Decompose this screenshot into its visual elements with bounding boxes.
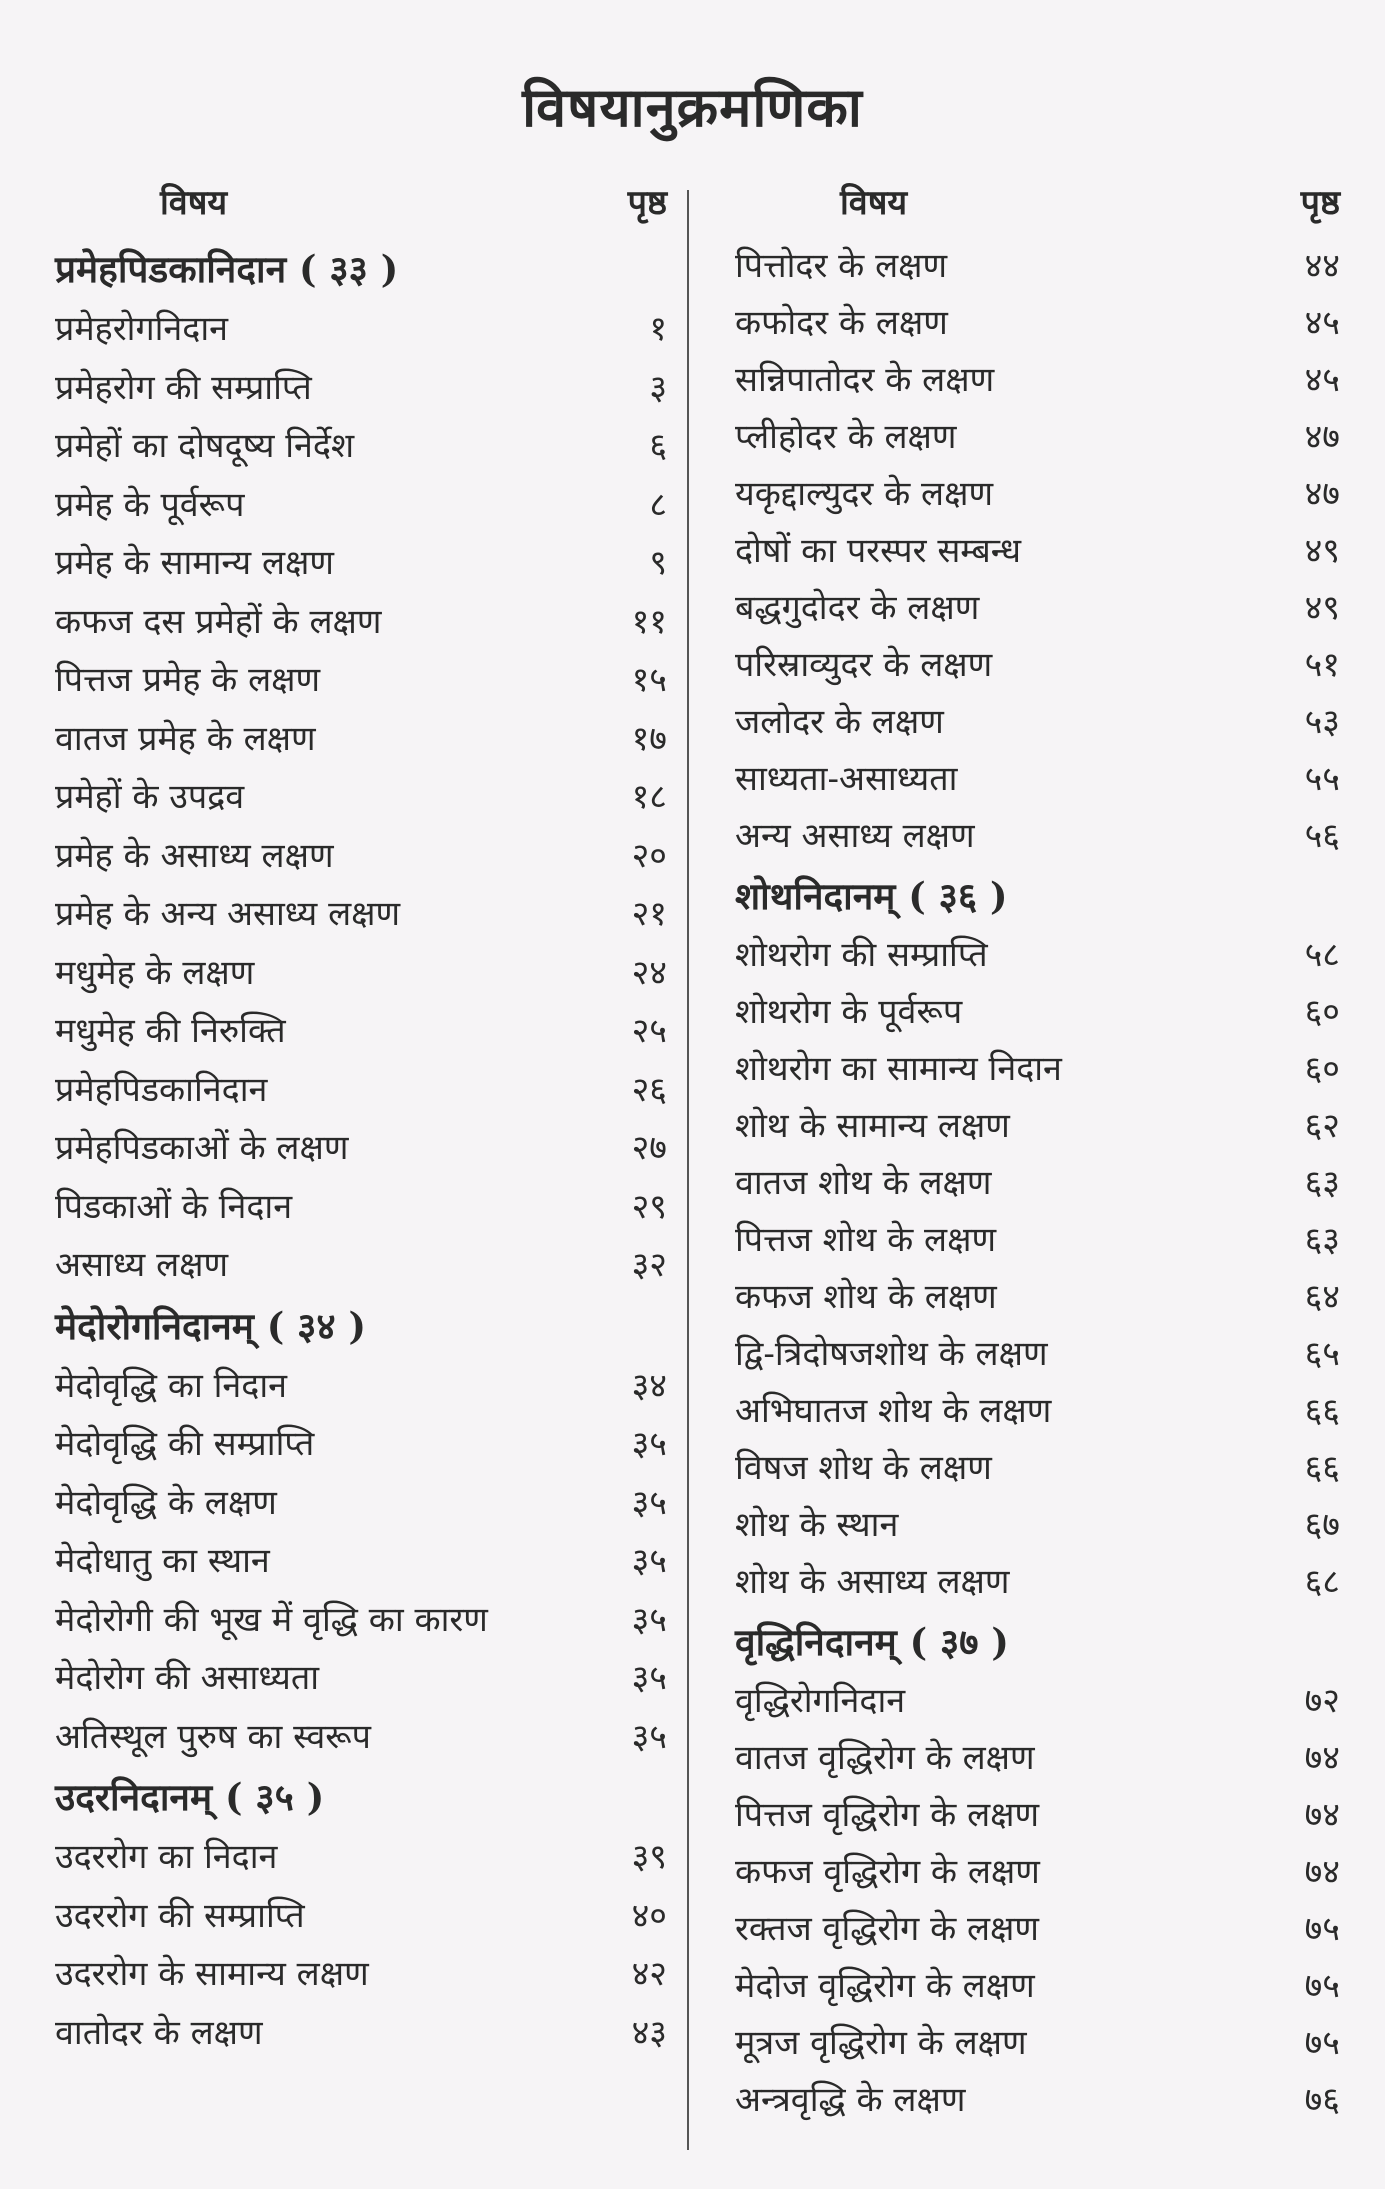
toc-entry xyxy=(55,651,667,710)
entry-page-number: ७५ xyxy=(1304,1966,1340,2006)
entry-title: शोथरोग की सम्प्राप्ति xyxy=(735,935,988,975)
toc-entry xyxy=(735,2015,1340,2072)
entry-page-number: ४३ xyxy=(631,2012,667,2053)
entry-page-number: ६२ xyxy=(1304,1106,1340,1146)
entry-title: वातज शोथ के लक्षण xyxy=(735,1163,992,1203)
entry-title: मेदोवृद्धि के लक्षण xyxy=(55,1482,277,1523)
entry-title: दोषों का परस्पर सम्बन्ध xyxy=(735,531,1022,571)
entry-title: जलोदर के लक्षण xyxy=(735,702,944,742)
entry-page-number: ११ xyxy=(631,601,667,642)
toc-entry xyxy=(55,1649,667,1708)
toc-entry xyxy=(735,1440,1340,1497)
toc-entry xyxy=(735,1497,1340,1554)
entry-title: मेदोवृद्धि की सम्प्राप्ति xyxy=(55,1424,315,1464)
toc-entry xyxy=(55,1474,667,1533)
entry-title: साध्यता-असाध्यता xyxy=(735,759,958,799)
entry-title: वृद्धिरोगनिदान xyxy=(735,1681,906,1721)
entry-title: अन्त्रवृद्धि के लक्षण xyxy=(735,2080,966,2120)
toc-entry xyxy=(735,1098,1340,1155)
toc-entry xyxy=(735,352,1340,409)
toc-entry xyxy=(55,827,667,886)
entry-page-number: ६ xyxy=(649,426,667,466)
toc-entry xyxy=(55,417,667,476)
entry-title: प्रमेह के असाध्य लक्षण xyxy=(55,835,334,876)
entry-page-number: १ xyxy=(649,309,667,349)
entry-title: उदररोग का निदान xyxy=(55,1837,278,1877)
entry-title: अभिघातज शोथ के लक्षण xyxy=(735,1391,1052,1431)
entry-page-number: ४९ xyxy=(1304,588,1340,628)
toc-entry xyxy=(55,768,667,827)
entry-page-number: ७४ xyxy=(1304,1852,1340,1892)
toc-entry xyxy=(55,1887,667,1946)
toc-entry xyxy=(55,1119,667,1178)
entry-title: मेदोज वृद्धिरोग के लक्षण xyxy=(735,1966,1035,2006)
entry-page-number: ३५ xyxy=(631,1541,667,1581)
entry-page-number: २० xyxy=(631,835,667,876)
entry-title: प्रमेहपिडकाओं के लक्षण xyxy=(55,1128,349,1168)
entry-title: मेदोधातु का स्थान xyxy=(55,1541,270,1581)
toc-entry xyxy=(735,1844,1340,1901)
toc-entry xyxy=(735,295,1340,352)
entry-title: अन्य असाध्य लक्षण xyxy=(735,816,975,856)
toc-entry xyxy=(735,1901,1340,1958)
entry-title: वातज प्रमेह के लक्षण xyxy=(55,718,316,759)
entry-page-number: २१ xyxy=(631,894,667,934)
entry-page-number: २६ xyxy=(631,1069,667,1110)
entry-title: उदररोग के सामान्य लक्षण xyxy=(55,1954,369,1994)
toc-entry xyxy=(735,1383,1340,1440)
column-divider xyxy=(687,190,689,2150)
entry-title: बद्धगुदोदर के लक्षण xyxy=(735,588,980,628)
entry-page-number: ५८ xyxy=(1304,935,1340,975)
toc-entry xyxy=(55,593,667,652)
entry-page-number: ७५ xyxy=(1304,1909,1340,1949)
entry-page-number: ९ xyxy=(649,543,667,583)
toc-entry xyxy=(735,637,1340,694)
entry-page-number: ६६ xyxy=(1304,1448,1340,1488)
entry-title: मधुमेह के लक्षण xyxy=(55,952,255,993)
entry-title: प्रमेहरोग की सम्प्राप्ति xyxy=(55,367,312,408)
toc-entry xyxy=(55,1178,667,1237)
entry-title: रक्तज वृद्धिरोग के लक्षण xyxy=(735,1909,1040,1949)
toc-entry xyxy=(55,1708,667,1767)
entry-page-number: ३५ xyxy=(631,1482,667,1523)
entry-page-number: ३५ xyxy=(631,1424,667,1464)
column-header xyxy=(735,178,1340,238)
toc-entry xyxy=(55,1828,667,1887)
toc-entry xyxy=(55,1357,667,1416)
toc-entry xyxy=(735,984,1340,1041)
toc-entry xyxy=(55,300,667,359)
entry-title: प्रमेहरोगनिदान xyxy=(55,309,228,349)
entry-title: प्रमेहों का दोषदूष्य निर्देश xyxy=(55,426,355,466)
entry-title: उदररोग की सम्प्राप्ति xyxy=(55,1895,305,1936)
toc-entry xyxy=(735,466,1340,523)
section-heading: वृद्धिनिदानम् ( ३७ ) xyxy=(735,1620,1009,1664)
toc-entry xyxy=(735,1269,1340,1326)
entry-title: शोथरोग के पूर्वरूप xyxy=(735,992,963,1032)
entry-title: असाध्य लक्षण xyxy=(55,1245,229,1285)
entry-page-number: ३५ xyxy=(631,1658,667,1698)
entry-title: अतिस्थूल पुरुष का स्वरूप xyxy=(55,1716,371,1757)
entry-title: मेदोरोग की असाध्यता xyxy=(55,1658,320,1698)
toc-entry xyxy=(735,409,1340,466)
entry-page-number: ४५ xyxy=(1304,360,1340,400)
entry-page-number: २९ xyxy=(631,1186,667,1227)
entry-title: पित्तज वृद्धिरोग के लक्षण xyxy=(735,1795,1040,1835)
subject-header: विषय xyxy=(840,183,908,223)
toc-list-right xyxy=(735,238,1340,2129)
entry-page-number: ७६ xyxy=(1304,2080,1340,2120)
toc-entry xyxy=(735,523,1340,580)
entry-title: वातोदर के लक्षण xyxy=(55,2012,263,2053)
entry-title: द्वि-त्रिदोषजशोथ के लक्षण xyxy=(735,1334,1048,1374)
entry-title: शोथरोग का सामान्य निदान xyxy=(735,1049,1062,1089)
toc-entry xyxy=(55,710,667,769)
entry-page-number: ७२ xyxy=(1304,1681,1340,1721)
toc-entry xyxy=(55,944,667,1003)
toc-entry xyxy=(55,1532,667,1591)
toc-entry xyxy=(55,2004,667,2063)
section-heading: मेदोरोगनिदानम् ( ३४ ) xyxy=(55,1303,367,1348)
toc-entry xyxy=(55,1002,667,1061)
entry-page-number: ६३ xyxy=(1304,1163,1340,1203)
entry-title: विषज शोथ के लक्षण xyxy=(735,1448,992,1488)
entry-title: शोथ के स्थान xyxy=(735,1505,899,1545)
entry-page-number: ५६ xyxy=(1304,816,1340,856)
entry-title: मधुमेह की निरुक्ति xyxy=(55,1011,286,1051)
entry-title: प्रमेह के सामान्य लक्षण xyxy=(55,543,334,583)
toc-entry xyxy=(55,359,667,418)
toc-entry xyxy=(55,534,667,593)
entry-page-number: ४४ xyxy=(1304,246,1340,286)
toc-entry xyxy=(735,1730,1340,1787)
entry-title: पित्तज प्रमेह के लक्षण xyxy=(55,660,321,700)
entry-title: शोथ के सामान्य लक्षण xyxy=(735,1106,1010,1146)
page-header: पृष्ठ xyxy=(1300,183,1340,223)
entry-page-number: ४२ xyxy=(631,1954,667,1994)
toc-entry xyxy=(735,2072,1340,2129)
entry-page-number: २७ xyxy=(631,1128,667,1168)
entry-page-number: ५५ xyxy=(1304,759,1340,799)
toc-entry xyxy=(735,694,1340,751)
section-heading: शोथनिदानम् ( ३६ ) xyxy=(735,874,1008,918)
entry-page-number: १५ xyxy=(631,660,667,700)
entry-title: कफज दस प्रमेहों के लक्षण xyxy=(55,601,382,642)
entry-title: परिस्राव्युदर के लक्षण xyxy=(735,645,993,685)
entry-title: प्रमेहपिडकानिदान xyxy=(55,1069,268,1110)
entry-title: पित्तज शोथ के लक्षण xyxy=(735,1220,997,1260)
entry-title: मूत्रज वृद्धिरोग के लक्षण xyxy=(735,2023,1027,2063)
page-title: विषयानुक्रमणिका xyxy=(522,75,863,139)
entry-page-number: ३ xyxy=(649,367,667,408)
entry-title: वातज वृद्धिरोग के लक्षण xyxy=(735,1738,1035,1778)
toc-column-right xyxy=(735,178,1340,2129)
toc-entry xyxy=(55,1415,667,1474)
entry-page-number: ४७ xyxy=(1304,417,1340,457)
entry-page-number: ४७ xyxy=(1304,474,1340,514)
toc-entry xyxy=(735,1673,1340,1730)
entry-page-number: ५३ xyxy=(1304,702,1340,742)
toc-entry xyxy=(735,751,1340,808)
entry-page-number: १८ xyxy=(631,777,667,817)
entry-page-number: ८ xyxy=(649,484,667,525)
entry-page-number: ६८ xyxy=(1304,1562,1340,1602)
entry-page-number: ६३ xyxy=(1304,1220,1340,1260)
entry-page-number: ३२ xyxy=(631,1245,667,1285)
entry-page-number: ७५ xyxy=(1304,2023,1340,2063)
section-heading: प्रमेहपिडकानिदान ( ३३ ) xyxy=(55,247,399,291)
toc-entry xyxy=(55,1061,667,1120)
entry-title: सन्निपातोदर के लक्षण xyxy=(735,360,995,400)
entry-page-number: ३४ xyxy=(631,1365,667,1406)
entry-title: यकृद्दाल्युदर के लक्षण xyxy=(735,474,994,514)
entry-title: प्रमेह के पूर्वरूप xyxy=(55,484,245,525)
entry-page-number: ६० xyxy=(1304,1049,1340,1089)
toc-entry xyxy=(735,1212,1340,1269)
entry-page-number: ५१ xyxy=(1304,645,1340,685)
entry-title: मेदोवृद्धि का निदान xyxy=(55,1365,288,1406)
toc-entry xyxy=(735,580,1340,637)
entry-page-number: ६६ xyxy=(1304,1391,1340,1431)
entry-page-number: २५ xyxy=(631,1011,667,1051)
page-header: पृष्ठ xyxy=(627,183,667,223)
toc-entry xyxy=(735,1958,1340,2015)
toc-entry xyxy=(735,1041,1340,1098)
toc-entry xyxy=(55,1591,667,1650)
toc-entry xyxy=(55,476,667,535)
toc-entry xyxy=(735,238,1340,295)
entry-page-number: ३९ xyxy=(631,1837,667,1877)
entry-page-number: ४५ xyxy=(1304,303,1340,343)
toc-entry xyxy=(735,1787,1340,1844)
toc-entry xyxy=(55,1236,667,1295)
entry-title: पिडकाओं के निदान xyxy=(55,1186,293,1227)
toc-list-left xyxy=(55,238,667,2062)
entry-page-number: १७ xyxy=(631,718,667,759)
entry-page-number: २४ xyxy=(631,952,667,993)
entry-title: प्रमेह के अन्य असाध्य लक्षण xyxy=(55,894,401,934)
subject-header: विषय xyxy=(160,183,228,223)
entry-title: कफोदर के लक्षण xyxy=(735,303,948,343)
entry-page-number: ३५ xyxy=(631,1599,667,1640)
entry-page-number: ७४ xyxy=(1304,1738,1340,1778)
entry-title: शोथ के असाध्य लक्षण xyxy=(735,1562,1010,1602)
entry-title: कफज वृद्धिरोग के लक्षण xyxy=(735,1852,1040,1892)
entry-page-number: ६७ xyxy=(1304,1505,1340,1545)
entry-page-number: ६५ xyxy=(1304,1334,1340,1374)
toc-entry xyxy=(735,1155,1340,1212)
column-header xyxy=(55,178,667,238)
entry-page-number: ४० xyxy=(631,1895,667,1936)
section-heading: उदरनिदानम् ( ३५ ) xyxy=(55,1775,325,1819)
entry-title: प्लीहोदर के लक्षण xyxy=(735,417,957,457)
entry-page-number: ३५ xyxy=(631,1716,667,1757)
entry-title: पित्तोदर के लक्षण xyxy=(735,246,948,286)
toc-entry xyxy=(735,1326,1340,1383)
entry-title: मेदोरोगी की भूख में वृद्धि का कारण xyxy=(55,1599,488,1640)
toc-entry xyxy=(735,808,1340,865)
entry-title: कफज शोथ के लक्षण xyxy=(735,1277,997,1317)
entry-title: प्रमेहों के उपद्रव xyxy=(55,777,245,817)
entry-page-number: ७४ xyxy=(1304,1795,1340,1835)
toc-entry xyxy=(735,1554,1340,1611)
entry-page-number: ६४ xyxy=(1304,1277,1340,1317)
entry-page-number: ६० xyxy=(1304,992,1340,1032)
entry-page-number: ४९ xyxy=(1304,531,1340,571)
toc-column-left xyxy=(55,178,667,2062)
toc-entry xyxy=(55,1945,667,2004)
toc-entry xyxy=(735,927,1340,984)
toc-entry xyxy=(55,885,667,944)
